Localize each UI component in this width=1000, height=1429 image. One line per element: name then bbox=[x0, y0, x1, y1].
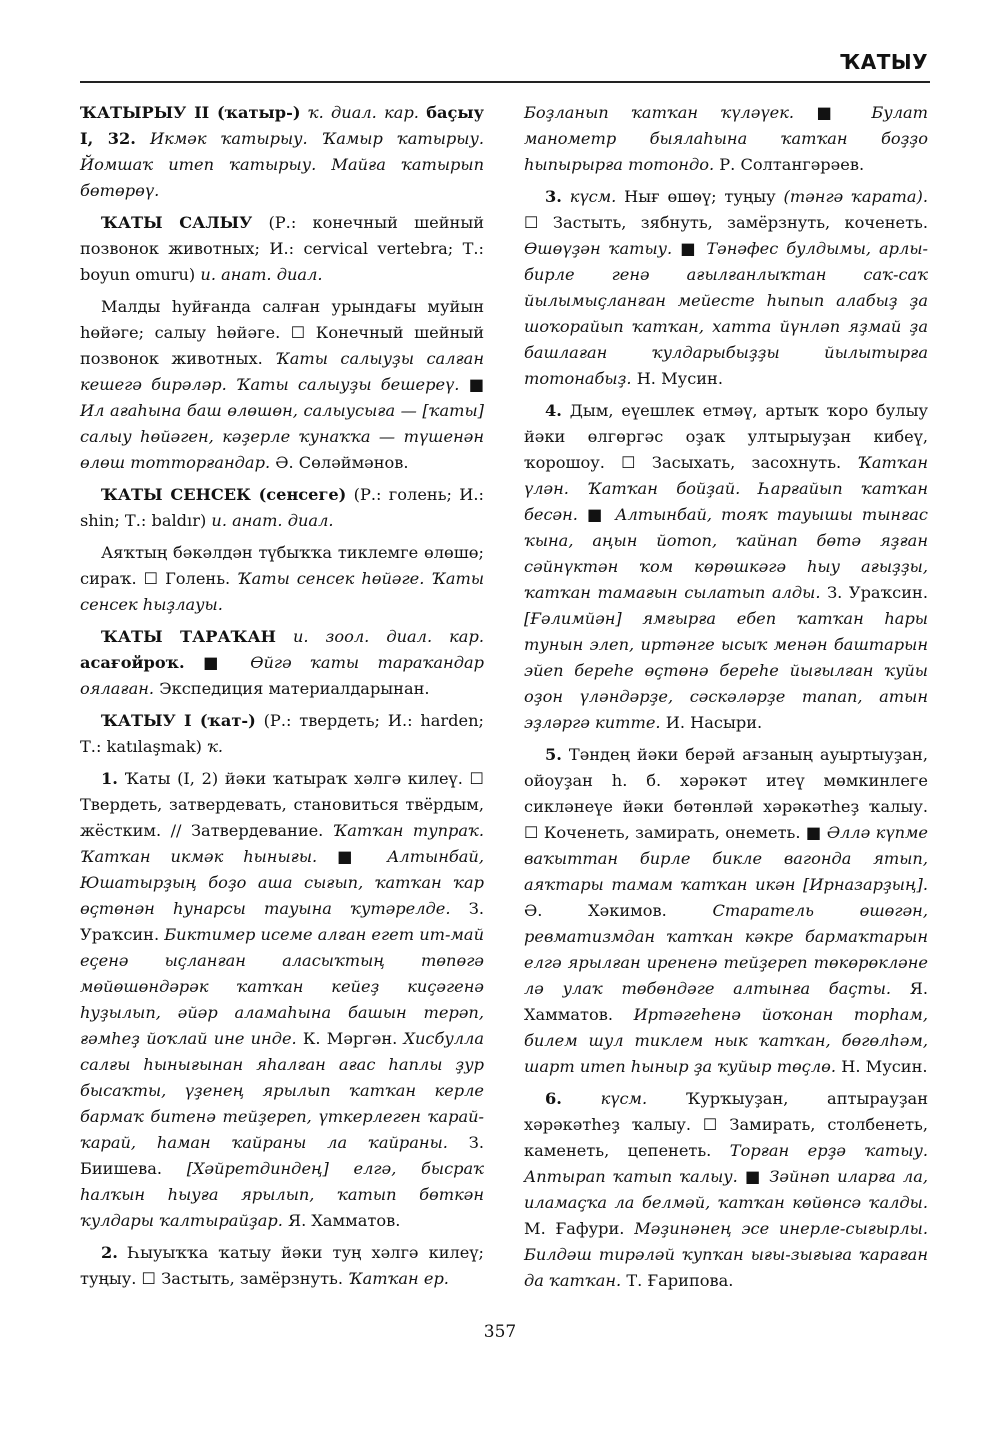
italic-text: Булат манометр быялаһына ҡатҡан боҙҙо һыпырырға тотондо. bbox=[524, 103, 928, 174]
italic-text: Өшөүҙән ҡатыу. bbox=[524, 239, 673, 258]
italic-text: Тәнәфес булдымы, арлы-бирле генә ағылғанлыҡтан саҡ-саҡ йылымыҫланған мейесте һыпып алабыҙ ҙа шоҡорайып ҡатҡан, хатта йүнләп яҙмай ҙа башлаған ҡулдарыбыҙҙы йылытырға тотонабыҙ. bbox=[524, 239, 928, 388]
body-text bbox=[562, 1089, 601, 1108]
entry-paragraph bbox=[524, 100, 928, 178]
headword: 5. bbox=[545, 745, 562, 764]
black-square-icon: ■ bbox=[816, 103, 849, 122]
body-text: Нығ өшөү; туңыу bbox=[616, 187, 784, 206]
entry-paragraph bbox=[80, 100, 484, 204]
body-text: Ә. Хәкимов. bbox=[524, 901, 713, 920]
body-text: З. Ураҡсин. bbox=[80, 899, 484, 944]
italic-text: Ҡаты сенсек һөйәге. Ҡаты сенсек һыҙлауы. bbox=[80, 569, 484, 614]
body-text bbox=[562, 187, 570, 206]
headword: баҫыу I, 32. bbox=[80, 103, 484, 148]
black-square-icon: ■ bbox=[805, 823, 822, 842]
italic-text: Ҡатҡан тупраҡ. Ҡатҡан икмәк һынығы. bbox=[80, 821, 484, 866]
italic-text: Ҡатҡан үлән. Ҡатҡан бойҙай. Һарғайып ҡатҡан бесән. bbox=[524, 453, 928, 524]
black-square-icon: ■ bbox=[337, 847, 368, 866]
italic-text: и. анат. диал. bbox=[200, 265, 323, 284]
italic-text: и. анат. диал. bbox=[211, 511, 334, 530]
italic-text: Боҙланып ҡатҡан ҡүләүек. bbox=[524, 103, 795, 122]
right-column bbox=[524, 100, 928, 1300]
italic-text: Торған ерҙә ҡатыу. Аптырап ҡатып ҡалыу. bbox=[524, 1141, 928, 1186]
black-square-icon: ■ bbox=[468, 375, 484, 394]
entry-paragraph bbox=[524, 398, 928, 736]
body-text bbox=[672, 239, 680, 258]
body-text bbox=[738, 1167, 745, 1186]
body-text bbox=[136, 129, 150, 148]
entry-paragraph bbox=[80, 624, 484, 702]
body-text: Аяҡтың бәкәлдән түбыҡҡа тиклемге өлөшө; сираҡ. ☐ Голень. bbox=[80, 543, 484, 588]
body-text bbox=[794, 103, 816, 122]
body-text: Н. Мусин. bbox=[631, 369, 723, 388]
body-text: Экспедиция материалдарынан. bbox=[154, 679, 430, 698]
headword: ҠАТЫУ I (ҡат-) bbox=[101, 711, 256, 730]
body-text bbox=[276, 627, 293, 646]
body-text bbox=[185, 653, 203, 672]
entry-paragraph bbox=[80, 210, 484, 288]
page-number: 357 bbox=[483, 1322, 517, 1342]
entry-paragraph bbox=[80, 766, 484, 1234]
italic-text: Старатель өшөгән, ревматизмдан ҡатҡан кәкре бармаҡтарын елгә ярылған ирененә тейҙереп төкөрөкләне лә улаҡ төбөндәге алтынға баҫты. bbox=[524, 901, 928, 998]
headword: 1. bbox=[101, 769, 118, 788]
black-square-icon: ■ bbox=[680, 239, 699, 258]
body-text bbox=[849, 103, 871, 122]
body-text: З. Ураҡсин. bbox=[820, 583, 928, 602]
italic-text: күсм. bbox=[600, 1089, 648, 1108]
italic-text: Икмәк ҡатырыу. Ҡамыр ҡатырыу. Йомшаҡ итеп ҡатырыу. Майға ҡатырып бөтөрөү. bbox=[80, 129, 484, 200]
body-text bbox=[300, 103, 307, 122]
italic-text: Өйгә ҡаты тараҡандар оялаған. bbox=[80, 653, 484, 698]
headword: 4. bbox=[545, 401, 562, 420]
body-text: Ә. Сөләймәнов. bbox=[270, 453, 409, 472]
italic-text: Ил ағаһына баш өлөшөн, салыусыға — [ҡаты] салыу һөйәген, кәҙерле ҡунаҡҡа — түшенән өлөш тотторғандар. bbox=[80, 401, 484, 472]
italic-text: [Ғәлимйән] ямғырға ебеп ҡатҡан һары тунын элеп, иртәнге ысыҡ менән баштарын эйеп береһе өҫтөнә береһе йығылған ҡуйы оҙон үләндәрҙе, сәскәләрҙе тапап, атын эҙләргә китте. bbox=[524, 609, 928, 732]
body-text: Н. Мусин. bbox=[836, 1057, 928, 1076]
body-text bbox=[459, 375, 468, 394]
body-text: Ҡурҡыуҙан, аптырауҙан хәрәкәтһеҙ ҡалыу. ☐ Замирать, столбенеть, каменеть, цепенеть. bbox=[524, 1089, 928, 1160]
italic-text: и. зоол. диал. кар. bbox=[292, 627, 484, 646]
black-square-icon: ■ bbox=[744, 1167, 763, 1186]
headword: асағойроҡ. bbox=[80, 653, 185, 672]
italic-text: Хисбулла салғы һынығынан яһалған ағас һаплы ҙур бысаҡты, үҙенең ярылып ҡатҡан керле бармаҡ битенә тейҙереп, үткерлеген ҡарай-ҡарай, һаман ҡайраны ла ҡайраны. bbox=[80, 1029, 485, 1152]
italic-text: Мәҙинәнең эсе инерле-сығырлы. Билдәш тирәләй ҡупҡан ығы-зығыға ҡараған да ҡатҡан. bbox=[524, 1219, 928, 1290]
black-square-icon: ■ bbox=[203, 653, 232, 672]
entry-paragraph bbox=[80, 482, 484, 534]
italic-text: Әллә күпме ваҡыттан бирле бикле вагонда ятып, аяҡтары тамам ҡатҡан икән [Ирназарҙың]. bbox=[524, 823, 928, 894]
entry-paragraph bbox=[80, 540, 484, 618]
entry-paragraph bbox=[80, 294, 484, 476]
running-head: ҠАТЫУ bbox=[839, 50, 928, 74]
entry-paragraph bbox=[524, 1086, 928, 1294]
italic-text: [Хәйретдиндең] елгә, бысраҡ һалҡын һыуға ярылып, ҡатып бөткән ҡулдары ҡалтырайҙар. bbox=[80, 1159, 484, 1230]
italic-text: күсм. bbox=[569, 187, 617, 206]
italic-text: ҡ. диал. кар. bbox=[307, 103, 419, 122]
body-text bbox=[367, 847, 387, 866]
italic-text: Зәйнәп иларға ла, иламаҫҡа ла белмәй, ҡатҡан көйөнсә ҡалды. bbox=[524, 1167, 929, 1212]
body-text: Т. Ғарипова. bbox=[621, 1271, 734, 1290]
body-text: Я. Хамматов. bbox=[524, 979, 928, 1024]
headword: ҠАТЫ САЛЫУ bbox=[101, 213, 253, 232]
headword: ҠАТЫ СЕНСЕК (сенсеге) bbox=[101, 485, 347, 504]
italic-text: (тәнгә ҡарата). bbox=[783, 187, 928, 206]
body-text: Малды һуйғанда салған урындағы муйын һөйәге; салыу һөйәге. ☐ Конечный шейный позвонок животных. bbox=[80, 297, 484, 368]
body-text: Һыуыҡҡа ҡатыу йәки туң хәлгә килеү; туңыу. ☐ Застыть, замёрзнуть. bbox=[80, 1243, 484, 1288]
body-text: ☐ Застыть, зябнуть, замёрзнуть, коченеть. bbox=[524, 213, 928, 232]
body-text bbox=[606, 505, 615, 524]
italic-text: Ҡатҡан ер. bbox=[348, 1269, 449, 1288]
entry-paragraph bbox=[524, 742, 928, 1080]
entry-paragraph bbox=[80, 708, 484, 760]
body-text: М. Ғафури. bbox=[524, 1219, 635, 1238]
body-text: (Р.: голень; И.: shin; Т.: baldır) bbox=[80, 485, 485, 530]
body-text: И. Насыри. bbox=[660, 713, 763, 732]
left-column bbox=[80, 100, 484, 1298]
headword: ҠАТЫ ТАРАҠАН bbox=[101, 627, 276, 646]
headword: ҠАТЫРЫУ II (ҡатыр-) bbox=[80, 103, 301, 122]
body-text: З. Биишева. bbox=[80, 1133, 484, 1178]
body-text bbox=[232, 653, 250, 672]
italic-text: Иртәгеһенә йоҡонан торһам, билем шул тиклем нык ҡатҡан, бөгөлһәм, шарт итеп һыныр ҙа ҡуйыр төҫлө. bbox=[524, 1005, 928, 1076]
body-text bbox=[578, 505, 587, 524]
body-text: (Р.: твердеть; И.: harden; Т.: katılaşmak) bbox=[80, 711, 484, 756]
body-text: (Р.: конечный шейный позвонок животных; И.: cervical vertebra; Т.: boyun omuru) bbox=[80, 213, 484, 284]
body-text: Тәндең йәки берәй ағзаның ауыртыуҙан, ойоуҙан һ. б. хәрәкәт итеү мөмкинлеге сикләнеүе йәки бөтөнләй хәрәкәтһеҙ ҡалыу. ☐ Коченеть, замирать, онеметь. bbox=[524, 745, 928, 842]
italic-text: Биктимер исеме алған егет ит-май еҫенә ыҫланған аласыҡтың төпөгә мөйөшөндәрәк ҡатҡан кейеҙ киҫәгенә һуҙылып, әйәр аламаһына башын терәп, ғәмһеҙ йоҡлай ине инде. bbox=[80, 925, 484, 1048]
headword: 6. bbox=[545, 1089, 562, 1108]
body-text: Р. Солтангәрәев. bbox=[714, 155, 865, 174]
headword: 2. bbox=[101, 1243, 118, 1262]
italic-text: Алтынбай, тояҡ тауышы тынғас ҡына, аңын йотоп, ҡайнап бөтә яҙған сәйнүктән ҡом көрөшкәгә һыу ағыҙҙы, ҡатҡан тамағын сылатып алды. bbox=[524, 505, 928, 602]
header-rule bbox=[80, 81, 930, 83]
headword: 3. bbox=[545, 187, 562, 206]
body-text: К. Мәргән. bbox=[296, 1029, 404, 1048]
body-text: Дым, еүешлек етмәү, артыҡ ҡоро булыу йәки өлгөргәс оҙаҡ ултырыуҙан кибеү, ҡорошоу. ☐ Засыхать, засохнуть. bbox=[524, 401, 928, 472]
body-text: Я. Хамматов. bbox=[282, 1211, 401, 1230]
italic-text: Ҡаты салыуҙы салған кешегә бирәләр. Ҡаты салыуҙы бешереү. bbox=[80, 349, 484, 394]
italic-text: Алтынбай, Юшатырҙың боҙо аша сығып, ҡатҡан ҡар өҫтөнән һунарсы тауына ҡутәрелде. bbox=[80, 847, 484, 918]
italic-text: ҡ. bbox=[207, 737, 224, 756]
body-text bbox=[317, 847, 337, 866]
body-text: Ҡаты (I, 2) йәки ҡатыраҡ хәлгә килеү. ☐ Твердеть, затвердевать, становиться твёрдым, жёстким. // Затвердевание. bbox=[80, 769, 484, 840]
black-square-icon: ■ bbox=[586, 505, 607, 524]
entry-paragraph bbox=[80, 1240, 484, 1292]
entry-paragraph bbox=[524, 184, 928, 392]
